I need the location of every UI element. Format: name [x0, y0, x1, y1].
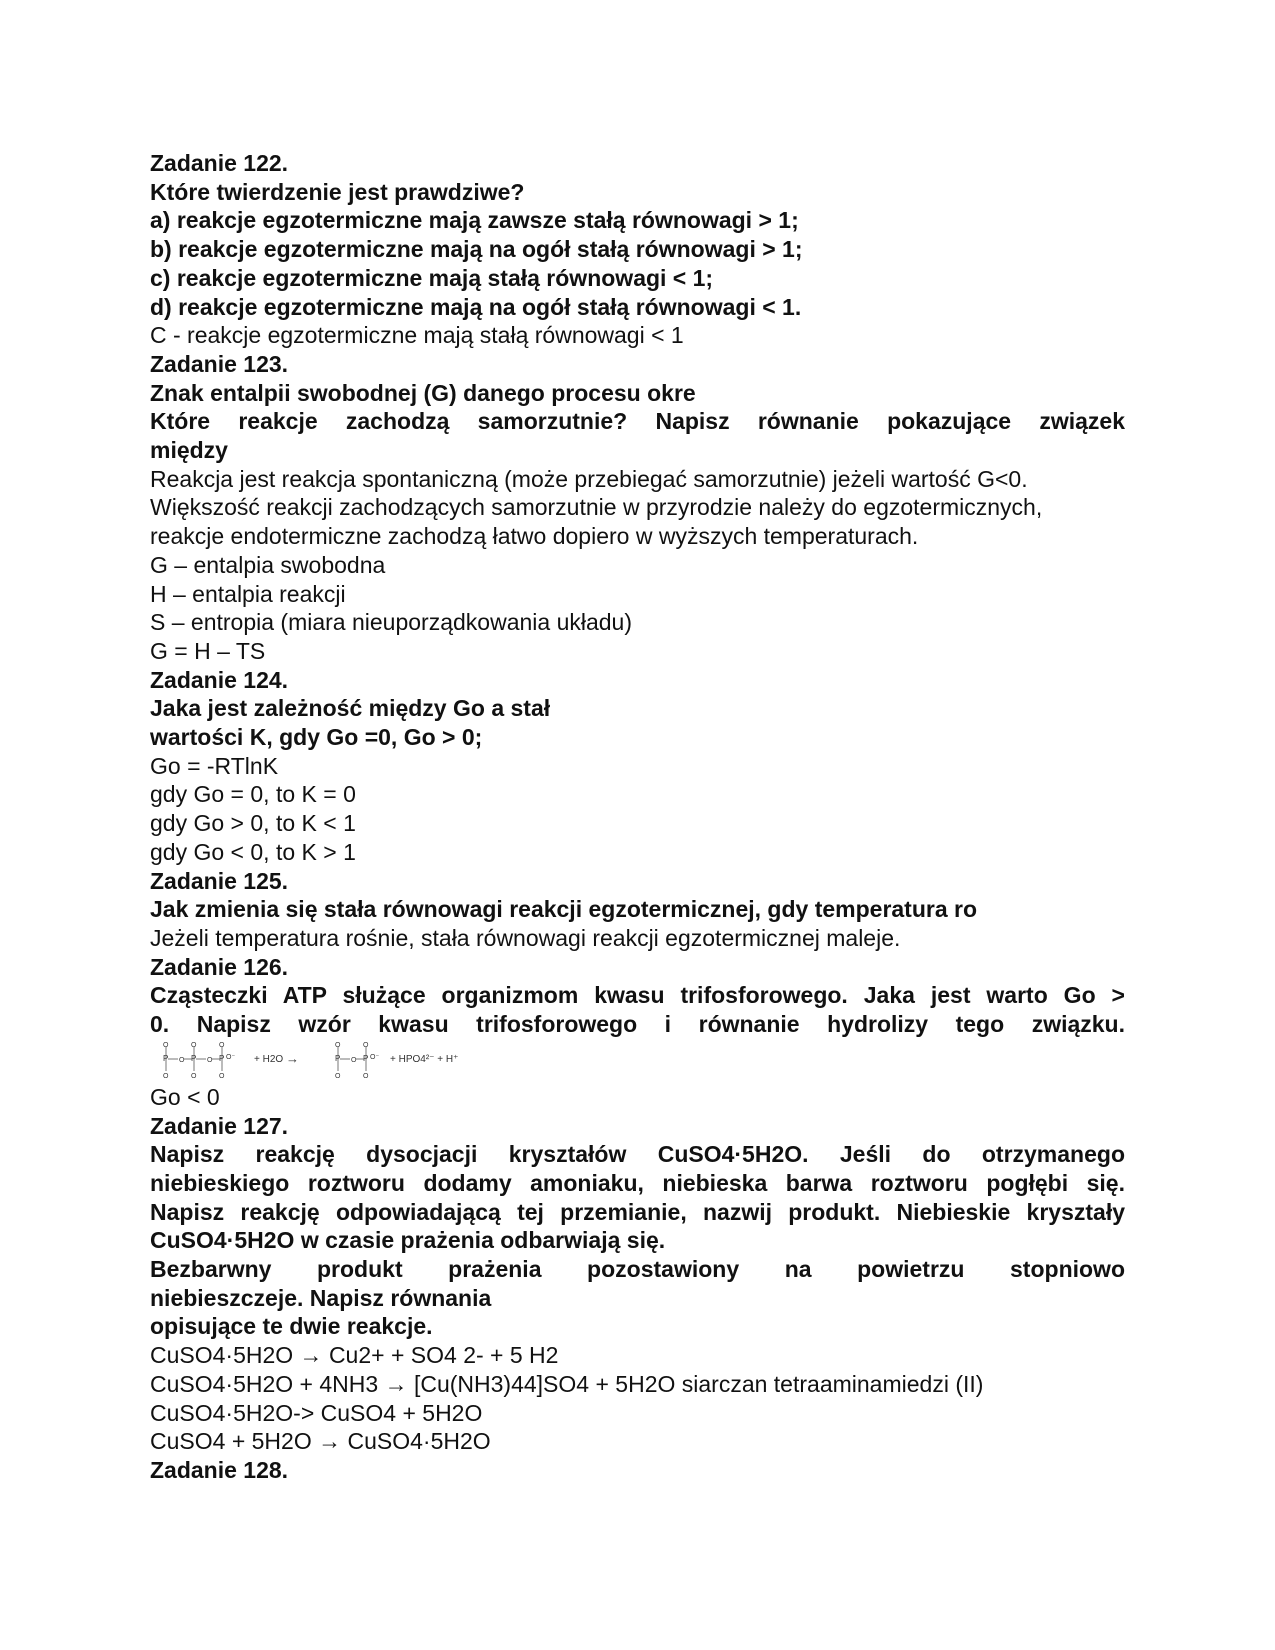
bold-text-line: d) reakcje egzotermiczne mają na ogół stałą równowagi < 1. [150, 293, 802, 320]
text-line: Większość reakcji zachodzących samorzutnie w przyrodzie należy do egzotermicznych, [150, 494, 1043, 521]
bold-text-line: Cząsteczki ATP służące organizmom kwasu trifosforowego. Jaka jest warto Go > [150, 982, 1125, 1009]
hydrolysis-formula [150, 1041, 1125, 1081]
text-block-after-formula [150, 1083, 1125, 1485]
text-line: Go = -RTlnK [150, 752, 279, 779]
svg-text:O: O [363, 1072, 369, 1080]
bold-text-line: 0. Napisz wzór kwasu trifosforowego i równanie hydrolizy tego związku. [150, 1011, 1125, 1038]
bold-text-line: opisujące te dwie reakcje. [150, 1313, 433, 1340]
text-line: reakcje endotermiczne zachodzą łatwo dopiero w wyższych temperaturach. [150, 523, 919, 550]
text-line: G – entalpia swobodna [150, 551, 386, 578]
bold-text-line: między [150, 437, 228, 464]
text-line: CuSO4·5H2O-> CuSO4 + 5H2O [150, 1399, 483, 1426]
bold-text-line: c) reakcje egzotermiczne mają stałą równowagi < 1; [150, 264, 714, 291]
bold-text-line: Zadanie 123. [150, 350, 289, 377]
text-line: gdy Go > 0, to K < 1 [150, 810, 356, 837]
text-line: CuSO4·5H2O + 4NH3 → [Cu(NH3)44]SO4 + 5H2O siarczan tetraaminamiedzi (II) [150, 1370, 984, 1397]
svg-text:O: O [179, 1056, 185, 1064]
formula-reactant-add: + H2O [254, 1053, 284, 1065]
svg-text:O⁻: O⁻ [370, 1053, 380, 1061]
bold-text-line: Napisz reakcję odpowiadającą tej przemianie, nazwij produkt. Niebieskie kryształy [150, 1198, 1125, 1225]
svg-text:O: O [351, 1056, 357, 1064]
svg-text:O: O [207, 1056, 213, 1064]
text-line: CuSO4·5H2O → Cu2+ + SO4 2- + 5 H2 [150, 1342, 559, 1369]
svg-text:O: O [191, 1041, 197, 1049]
svg-text:O: O [191, 1072, 197, 1080]
text-line: S – entropia (miara nieuporządkowania układu) [150, 609, 633, 636]
formula-products-add: + HPO4²⁻ + H⁺ [390, 1053, 459, 1065]
bold-text-line: Bezbarwny produkt prażenia pozostawiony na powietrzu stopniowo [150, 1256, 1125, 1283]
svg-text:P: P [363, 1053, 369, 1063]
svg-text:O: O [163, 1072, 169, 1080]
svg-text:O: O [219, 1041, 225, 1049]
bold-text-line: Jaka jest zależność między Go a stał [150, 695, 551, 722]
bold-text-line: Zadanie 122. [150, 150, 289, 176]
document-page [150, 149, 1125, 1485]
text-line: CuSO4 + 5H2O → CuSO4·5H2O [150, 1428, 491, 1455]
svg-text:P: P [219, 1053, 225, 1063]
bold-text-line: niebieskiego roztworu dodamy amoniaku, niebieska barwa roztworu pogłębi się. [150, 1169, 1125, 1196]
formula-arrow: → [286, 1050, 299, 1066]
bold-text-line: Które twierdzenie jest prawdziwe? [150, 178, 525, 205]
text-line: gdy Go < 0, to K > 1 [150, 838, 356, 865]
bold-text-line: b) reakcje egzotermiczne mają na ogół stałą równowagi > 1; [150, 236, 803, 263]
bold-text-line: niebieszczeje. Napisz równania [150, 1284, 492, 1311]
bold-text-line: Znak entalpii swobodnej (G) danego procesu okre [150, 379, 696, 406]
bold-text-line: wartości K, gdy Go =0, Go > 0; [150, 724, 483, 751]
bold-text-line: Jak zmienia się stała równowagi reakcji egzotermicznej, gdy temperatura ro [150, 896, 978, 923]
bold-text-line: Zadanie 128. [150, 1456, 289, 1483]
bold-text-line: a) reakcje egzotermiczne mają zawsze stałą równowagi > 1; [150, 207, 799, 234]
bold-text-line: Które reakcje zachodzą samorzutnie? Napisz równanie pokazujące związek [150, 408, 1125, 435]
svg-text:O: O [163, 1041, 169, 1049]
text-line: Jeżeli temperatura rośnie, stała równowagi reakcji egzotermicznej maleje. [150, 924, 901, 951]
svg-text:P: P [335, 1053, 341, 1063]
text-line: G = H – TS [150, 637, 266, 664]
svg-text:O: O [335, 1041, 341, 1049]
svg-text:O: O [335, 1072, 341, 1080]
svg-text:P: P [191, 1053, 197, 1063]
bold-text-line: Zadanie 127. [150, 1112, 289, 1139]
text-line: C - reakcje egzotermiczne mają stałą równowagi < 1 [150, 322, 684, 349]
bold-text-line: Zadanie 126. [150, 953, 289, 980]
text-block-before-formula [150, 149, 1125, 1039]
bold-text-line: CuSO4·5H2O w czasie prażenia odbarwiają się. [150, 1227, 666, 1254]
svg-text:O⁻: O⁻ [226, 1053, 236, 1061]
text-line: H – entalpia reakcji [150, 580, 346, 607]
bold-text-line: Zadanie 125. [150, 867, 289, 894]
svg-text:O: O [219, 1072, 225, 1080]
svg-text:P: P [163, 1053, 169, 1063]
text-line: Reakcja jest reakcja spontaniczną (może przebiegać samorzutnie) jeżeli wartość G<0. [150, 465, 1028, 492]
bold-text-line: Napisz reakcję dysocjacji kryształów CuSO4·5H2O. Jeśli do otrzymanego [150, 1141, 1125, 1168]
text-line: gdy Go = 0, to K = 0 [150, 781, 356, 808]
text-line: Go < 0 [150, 1083, 220, 1110]
bold-text-line: Zadanie 124. [150, 666, 289, 693]
svg-text:O: O [363, 1041, 369, 1049]
